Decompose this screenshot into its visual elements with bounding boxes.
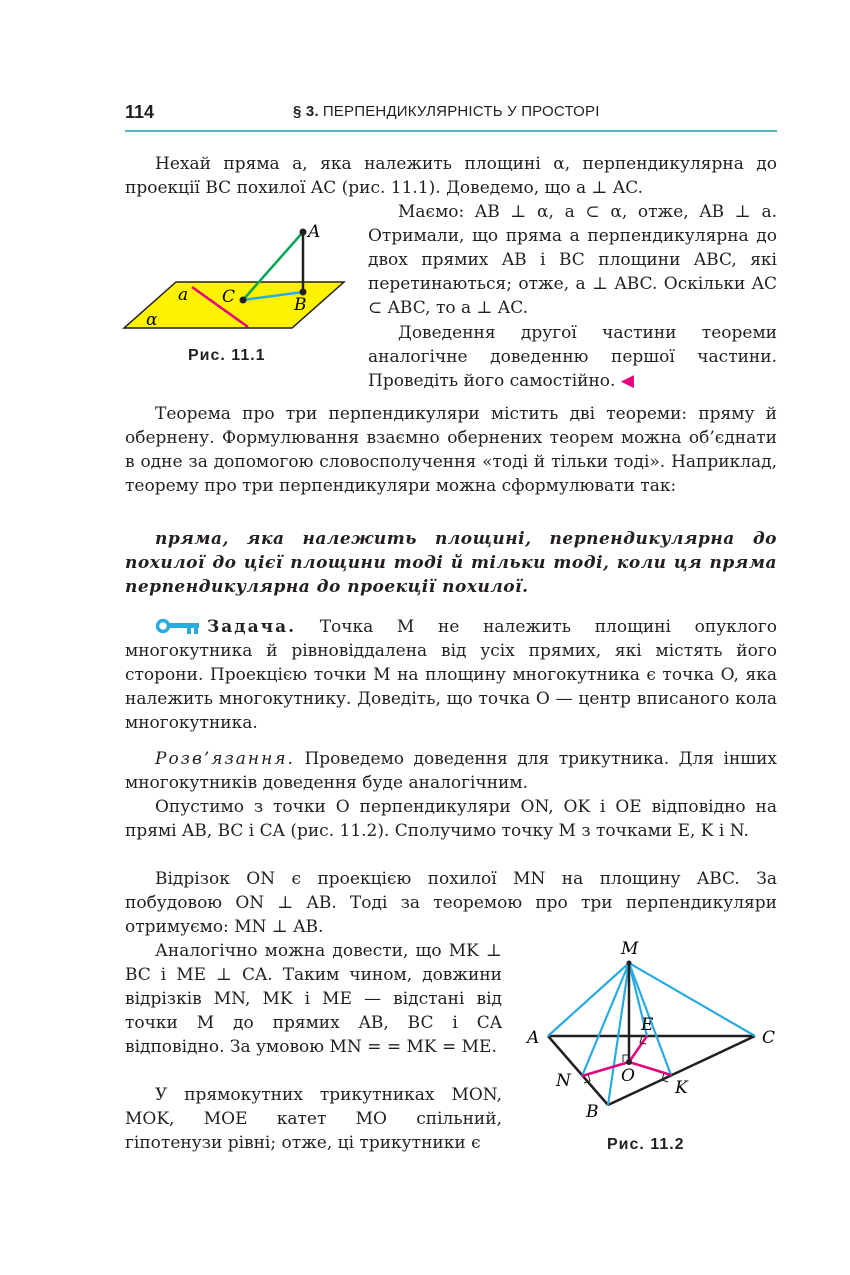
label-line-a: a xyxy=(178,285,189,305)
key-icon xyxy=(155,618,201,636)
label-m: M xyxy=(621,939,639,959)
end-of-proof-icon: ◀ xyxy=(620,371,634,391)
intro-paragraph: Нехай пряма a, яка належить площині α, перпендикулярна до проекції BC похилої AC (рис. 11.1). Доведемо, що a ⊥ AC. xyxy=(125,154,777,198)
point-c xyxy=(240,297,247,304)
label-n: N xyxy=(556,1071,571,1091)
proof-paragraph-1: Маємо: AB ⊥ α, a ⊂ α, отже, AB ⊥ a. Отримали, що пряма a перпендикулярна до двох прямих AB і BC площини ABC, які перетинаються; отже, a ⊥ ABC. Оскільки AC ⊂ ABC, то a ⊥ AC. xyxy=(368,202,777,318)
page-number: 114 xyxy=(125,102,155,122)
segment-oe xyxy=(629,1036,647,1062)
segment-ok xyxy=(629,1062,671,1075)
task-title: Задача. xyxy=(207,617,296,637)
figure-2-caption: Рис. 11.2 xyxy=(607,1136,685,1153)
figure-11-1 xyxy=(118,215,358,340)
section-label: § 3. xyxy=(293,103,319,120)
solution-paragraph-2: Опустимо з точки O перпендикуляри ON, OK і OE відповідно на прямі AB, BC і CA (рис. 11.2). Сполучимо точку M з точками E, K і N. xyxy=(125,797,777,841)
label-e: E xyxy=(641,1015,654,1035)
task-paragraph xyxy=(125,615,777,735)
point-o xyxy=(626,1059,632,1065)
edge-ma xyxy=(548,963,629,1036)
proof-text-2: Доведення другої частини теореми аналогічне доведенню першої частини. Проведіть його самостійно. xyxy=(368,323,777,391)
theorem-statement: пряма, яка належить площині, перпендикулярна до похилої до цієї площини тоді й тільки тоді, коли ця пряма перпендикулярна до проекції похилої. xyxy=(125,529,777,597)
page-header xyxy=(125,100,777,132)
section-heading xyxy=(293,103,600,120)
solution-label: Розв’язання. xyxy=(155,749,295,769)
point-m xyxy=(627,961,632,966)
solution-paragraph-4: Аналогічно можна довести, що MK ⊥ BC і ME ⊥ CA. Таким чином, довжини відрізків MN, MK і ME — відстані від точки M до прямих AB, BC і CA відповідно. За умовою MN = = MK = ME. xyxy=(125,941,502,1057)
label-k: K xyxy=(675,1078,688,1098)
point-a xyxy=(300,229,307,236)
label-alpha: α xyxy=(146,310,158,330)
label-b: B xyxy=(586,1102,599,1122)
label-o: O xyxy=(621,1066,635,1086)
theorem-intro-paragraph: Теорема про три перпендикуляри містить дві теореми: пряму й обернену. Формулювання взаємно обернених теорем можна об’єднати в одне за допомогою словосполучення «тоді й тільки тоді». Наприклад, теорему про три перпендикуляри можна сформулювати так: xyxy=(125,404,777,496)
label-b-point: B xyxy=(294,295,307,315)
proof-paragraph-2 xyxy=(368,321,777,393)
label-a: A xyxy=(527,1028,540,1048)
figure-11-2 xyxy=(520,935,782,1125)
solution-paragraph-3: Відрізок ON є проекцією похилої MN на площину ABC. За побудовою ON ⊥ AB. Тоді за теоремою про три перпендикуляри отримуємо: MN ⊥ AB. xyxy=(125,869,777,937)
solution-paragraph-1 xyxy=(125,747,777,795)
solution-paragraph-5: У прямокутних трикутниках MON, MOK, MOE катет MO спільний, гіпотенузи рівні; отже, ці трикутники є xyxy=(125,1085,502,1153)
task-text: Точка M не належить площині опуклого многокутника й рівновіддалена від усіх прямих, які містять його сторони. Проекцією точки M на площину многокутника є точка O, яка належить многокутнику. Доведіть, що точка O — центр вписаного кола многокутника. xyxy=(125,617,778,733)
label-c: C xyxy=(762,1028,776,1048)
label-a-point: A xyxy=(308,222,321,242)
label-c-point: C xyxy=(222,287,236,307)
section-title: ПЕРПЕНДИКУЛЯРНІСТЬ У ПРОСТОРІ xyxy=(322,103,600,120)
figure-1-caption: Рис. 11.1 xyxy=(188,347,266,364)
solution-text: Проведемо доведення для трикутника. Для інших многокутників доведення буде аналогічним. xyxy=(125,749,777,793)
segment-mn xyxy=(582,963,629,1076)
